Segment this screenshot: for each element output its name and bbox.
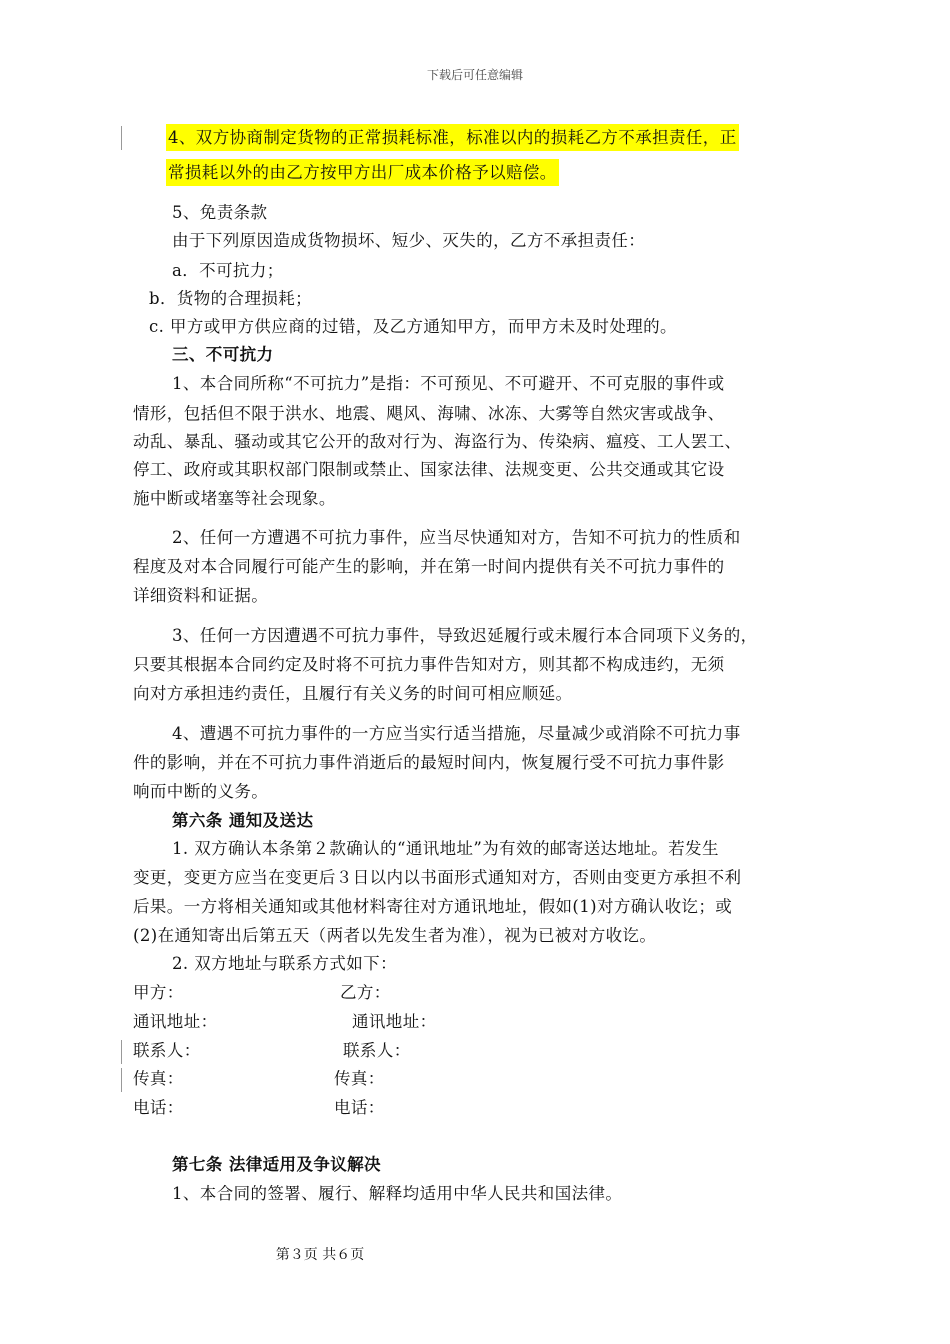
phone-b-label: 电话： <box>334 1098 385 1117</box>
section-heading: 三、不可抗力 <box>172 345 274 364</box>
paragraph-line: 只要其根据本合同约定及时将不可抗力事件告知对方，则其都不构成违约，无须 <box>133 655 725 674</box>
paragraph-line: 4、遭遇不可抗力事件的一方应当实行适当措施，尽量减少或消除不可抗力事 <box>172 724 741 743</box>
page-footer: 第３页 共６页 <box>275 1247 365 1263</box>
paragraph-line: 程度及对本合同履行可能产生的影响，并在第一时间内提供有关不可抗力事件的 <box>133 557 725 576</box>
paragraph-line: 后果。一方将相关通知或其他材料寄往对方通讯地址，假如(1)对方确认收讫；或 <box>133 897 733 916</box>
page-header: 下载后可任意编辑 <box>426 68 523 82</box>
address-a-label: 通讯地址： <box>133 1012 218 1031</box>
party-b-label: 乙方： <box>340 983 391 1002</box>
paragraph-line: 响而中断的义务。 <box>133 782 269 801</box>
paragraph-line: 向对方承担违约责任，且履行有关义务的时间可相应顺延。 <box>133 684 573 703</box>
paragraph-line: 施中断或堵塞等社会现象。 <box>133 489 336 508</box>
paragraph-line: 2. 双方地址与联系方式如下： <box>172 954 397 973</box>
paragraph-line: 情形，包括但不限于洪水、地震、飓风、海啸、冰冻、大雾等自然灾害或战争、 <box>133 404 725 423</box>
contact-a-label: 联系人： <box>133 1041 201 1060</box>
fax-a-label: 传真： <box>133 1069 184 1088</box>
paragraph-line: 停工、政府或其职权部门限制或禁止、国家法律、法规变更、公共交通或其它设 <box>133 460 725 479</box>
paragraph-line: 1、本合同所称“不可抗力”是指：不可预见、不可避开、不可克服的事件或 <box>172 374 725 393</box>
paragraph-line: 3、任何一方因遭遇不可抗力事件，导致迟延履行或未履行本合同项下义务的， <box>172 626 758 645</box>
paragraph-line: 1、本合同的签署、履行、解释均适用中华人民共和国法律。 <box>172 1184 623 1203</box>
paragraph-line: (2)在通知寄出后第五天（两者以先发生者为准），视为已被对方收讫。 <box>133 926 657 945</box>
revision-mark <box>121 1068 122 1092</box>
paragraph-line: 2、任何一方遭遇不可抗力事件，应当尽快通知对方，告知不可抗力的性质和 <box>172 528 741 547</box>
contact-b-label: 联系人： <box>343 1041 411 1060</box>
paragraph-line: 件的影响，并在不可抗力事件消逝后的最短时间内，恢复履行受不可抗力事件影 <box>133 753 725 772</box>
paragraph-line: 详细资料和证据。 <box>133 586 269 605</box>
exemption-item-b: b．货物的合理损耗； <box>149 289 313 308</box>
highlighted-clause-line-1: 4、双方协商制定货物的正常损耗标准，标准以内的损耗乙方不承担责任，正 <box>166 128 739 148</box>
exemption-item-a: a．不可抗力； <box>172 261 284 280</box>
article-heading: 第六条 通知及送达 <box>172 811 314 830</box>
exemption-title: 5、免责条款 <box>172 203 268 222</box>
revision-mark <box>121 126 122 150</box>
paragraph-line: 1. 双方确认本条第２款确认的“通讯地址”为有效的邮寄送达地址。若发生 <box>172 839 719 858</box>
revision-mark <box>121 1040 122 1064</box>
address-b-label: 通讯地址： <box>352 1012 437 1031</box>
paragraph-line: 动乱、暴乱、骚动或其它公开的敌对行为、海盗行为、传染病、瘟疫、工人罢工、 <box>133 432 742 451</box>
exemption-item-c: c. 甲方或甲方供应商的过错，及乙方通知甲方，而甲方未及时处理的。 <box>149 317 677 336</box>
paragraph-line: 变更，变更方应当在变更后３日以内以书面形式通知对方，否则由变更方承担不利 <box>133 868 742 887</box>
highlighted-clause-line-2: 常损耗以外的由乙方按甲方出厂成本价格予以赔偿。 <box>166 163 559 183</box>
exemption-intro: 由于下列原因造成货物损坏、短少、灭失的，乙方不承担责任： <box>172 231 646 250</box>
phone-a-label: 电话： <box>133 1098 184 1117</box>
article-heading: 第七条 法律适用及争议解决 <box>172 1155 381 1174</box>
fax-b-label: 传真： <box>334 1069 385 1088</box>
party-a-label: 甲方： <box>133 983 184 1002</box>
